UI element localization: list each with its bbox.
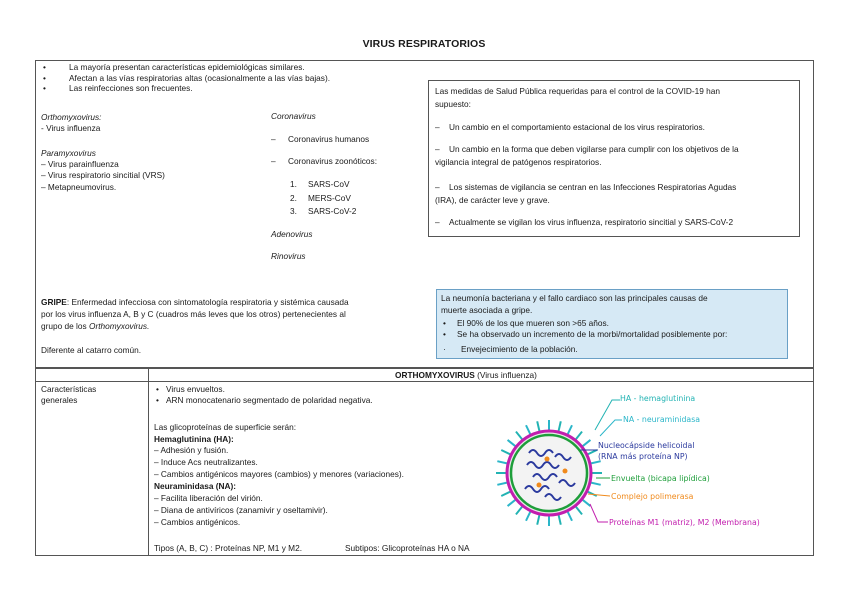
label-complejo: Complejo polimerasa [611, 492, 694, 501]
corona-num: 1. [290, 179, 297, 189]
na-spike [508, 440, 517, 447]
corona-dash: – [271, 156, 276, 166]
ortho-item: - Virus influenza [41, 123, 101, 133]
intro-bullets [43, 62, 330, 94]
gripe-line-3-text: grupo de los [41, 321, 89, 331]
label-nucleo-1: Nucleocápside helicoidal [598, 441, 695, 450]
gripe-line-1 [41, 297, 349, 308]
na-spike [497, 461, 508, 463]
neumonia-bullets [441, 318, 727, 339]
corona-num: 2. [290, 193, 297, 203]
pointer-complejo [588, 494, 610, 496]
covid-point-1: Un cambio en el comportamiento estacional de los virus respiratorios. [449, 122, 705, 132]
ha-item: – Cambios antigénicos mayores (cambios) y menores (variaciones). [154, 469, 404, 479]
corona-list-item: SARS-CoV-2 [308, 206, 357, 216]
covid-point-2b: vigilancia integral de patógenos respiratorios. [435, 157, 602, 167]
ha-spike [537, 421, 539, 432]
neumonia-bullet: • El 90% de los que mueren son >65 años. [441, 318, 727, 329]
intro-bullet: • La mayoría presentan características epidemiológicas similares. [43, 62, 330, 73]
gripe-line-3 [41, 321, 149, 332]
paramyxo-item: – Metapneumovirus. [41, 182, 117, 192]
intro-bullet: • Afectan a las vías respiratorias altas (ocasionalmente a las vías bajas). [43, 73, 330, 84]
table-header [395, 370, 537, 381]
na-spike [497, 482, 508, 484]
paramyxo-heading: Paramyxovirus [41, 148, 96, 158]
label-na: NA - neuraminidasa [623, 415, 701, 424]
na-heading: Neuraminidasa (NA): [154, 481, 237, 491]
diagram-pointers [560, 392, 680, 532]
covid-point-3a: Los sistemas de vigilancia se centran en las Infecciones Respiratorias Agudas [449, 182, 737, 192]
na-spike [526, 425, 531, 435]
gripe-line-3-italic: Orthomyxovirus. [88, 321, 150, 331]
covid-dash: – [435, 122, 440, 132]
pointer-na [600, 420, 622, 436]
ha-spike [501, 450, 511, 455]
label-nucleo-2: (RNA más proteína NP) [598, 452, 688, 461]
ha-spike [537, 514, 539, 525]
covid-intro-2: supuesto: [435, 99, 471, 109]
neumonia-line-1: La neumonía bacteriana y el fallo cardiaco son las principales causas de [441, 293, 708, 303]
covid-point-4: Actualmente se vigilan los virus influenza, respiratorio sincitial y SARS-CoV-2 [449, 217, 734, 227]
covid-intro: Las medidas de Salud Pública requeridas para el control de la COVID-19 han [435, 86, 721, 96]
table-bullet: • Virus envueltos. [154, 384, 373, 395]
covid-dash: – [435, 144, 440, 154]
table-bullets [154, 384, 373, 405]
corona-dash: – [271, 134, 276, 144]
tipos-text: Tipos (A, B, C) : Proteínas NP, M1 y M2. [154, 543, 303, 553]
na-spike [508, 499, 517, 506]
ha-spike [501, 491, 511, 496]
label-ha: HA - hemaglutinina [620, 394, 696, 403]
ha-item: – Adhesión y fusión. [154, 445, 229, 455]
ortho-heading: Orthomyxovirus: [41, 112, 102, 122]
ha-spike [516, 432, 523, 441]
gripe-line-2: por los virus influenza A, B y C (cuadros más leves que los otros) pertenecientes al [41, 309, 346, 319]
ha-spike [516, 506, 523, 515]
gripe-line-4: Diferente al catarro común. [41, 345, 142, 355]
corona-list-item: SARS-CoV [308, 179, 350, 189]
adenovirus: Adenovirus [271, 229, 313, 239]
table-header-sub: (Virus influenza) [477, 370, 537, 380]
page-title: VIRUS RESPIRATORIOS [362, 38, 486, 50]
neumonia-bullet: • Se ha observado un incremento de la morbi/mortalidad posiblemente por: [441, 329, 727, 340]
table-header-divider [35, 381, 814, 382]
pointer-ha [595, 400, 620, 430]
covid-dash: – [435, 182, 440, 192]
covid-point-2a: Un cambio en la forma que deben vigilarse para cumplir con los objetivos de la [449, 144, 739, 154]
na-item: – Facilita liberación del virión. [154, 493, 263, 503]
covid-dash: – [435, 217, 440, 227]
neumonia-subbullet-mark: · [443, 344, 446, 354]
ortho-table [35, 368, 814, 556]
na-item: – Diana de antivíricos (zanamivir y oseltamivir). [154, 505, 328, 515]
intro-bullet: • Las reinfecciones son frecuentes. [43, 83, 330, 94]
table-col-divider [148, 368, 149, 556]
glycoproteins-intro: Las glicoproteínas de superficie serán: [154, 422, 297, 432]
table-header-bold: ORTHOMYXOVIRUS [395, 370, 475, 380]
na-item: – Cambios antigénicos. [154, 517, 241, 527]
neumonia-subbullet: Envejecimiento de la población. [461, 344, 578, 354]
corona-num: 3. [290, 206, 297, 216]
label-envuelta: Envuelta (bicapa lipídica) [611, 474, 710, 483]
gripe-text: : Enfermedad infecciosa con sintomatología respiratoria y sistémica causada [66, 297, 349, 307]
na-spike [526, 511, 531, 521]
corona-humanos: Coronavirus humanos [288, 134, 370, 144]
corona-list-item: MERS-CoV [308, 193, 351, 203]
row-label: generales [41, 395, 78, 405]
ha-item: – Induce Acs neutralizantes. [154, 457, 258, 467]
paramyxo-item: – Virus parainfluenza [41, 159, 119, 169]
gripe-label: GRIPE [41, 297, 67, 307]
covid-point-3b: (IRA), de carácter leve y grave. [435, 195, 550, 205]
subtipos-text: Subtipos: Glicoproteínas HA o NA [345, 543, 470, 553]
label-proteinas: Proteínas M1 (matriz), M2 (Membrana) [609, 518, 760, 527]
table-bullet: • ARN monocatenario segmentado de polaridad negativa. [154, 395, 373, 406]
corona-zoonoticos: Coronavirus zoonóticos: [288, 156, 378, 166]
neumonia-line-2: muerte asociada a gripe. [441, 305, 533, 315]
ha-heading: Hemaglutinina (HA): [154, 434, 234, 444]
corona-heading: Coronavirus [271, 111, 316, 121]
row-label: Características [41, 384, 97, 394]
paramyxo-item: – Virus respiratorio sincitial (VRS) [41, 170, 165, 180]
pointer-proteinas [590, 504, 608, 522]
rinovirus: Rinovirus [271, 251, 306, 261]
